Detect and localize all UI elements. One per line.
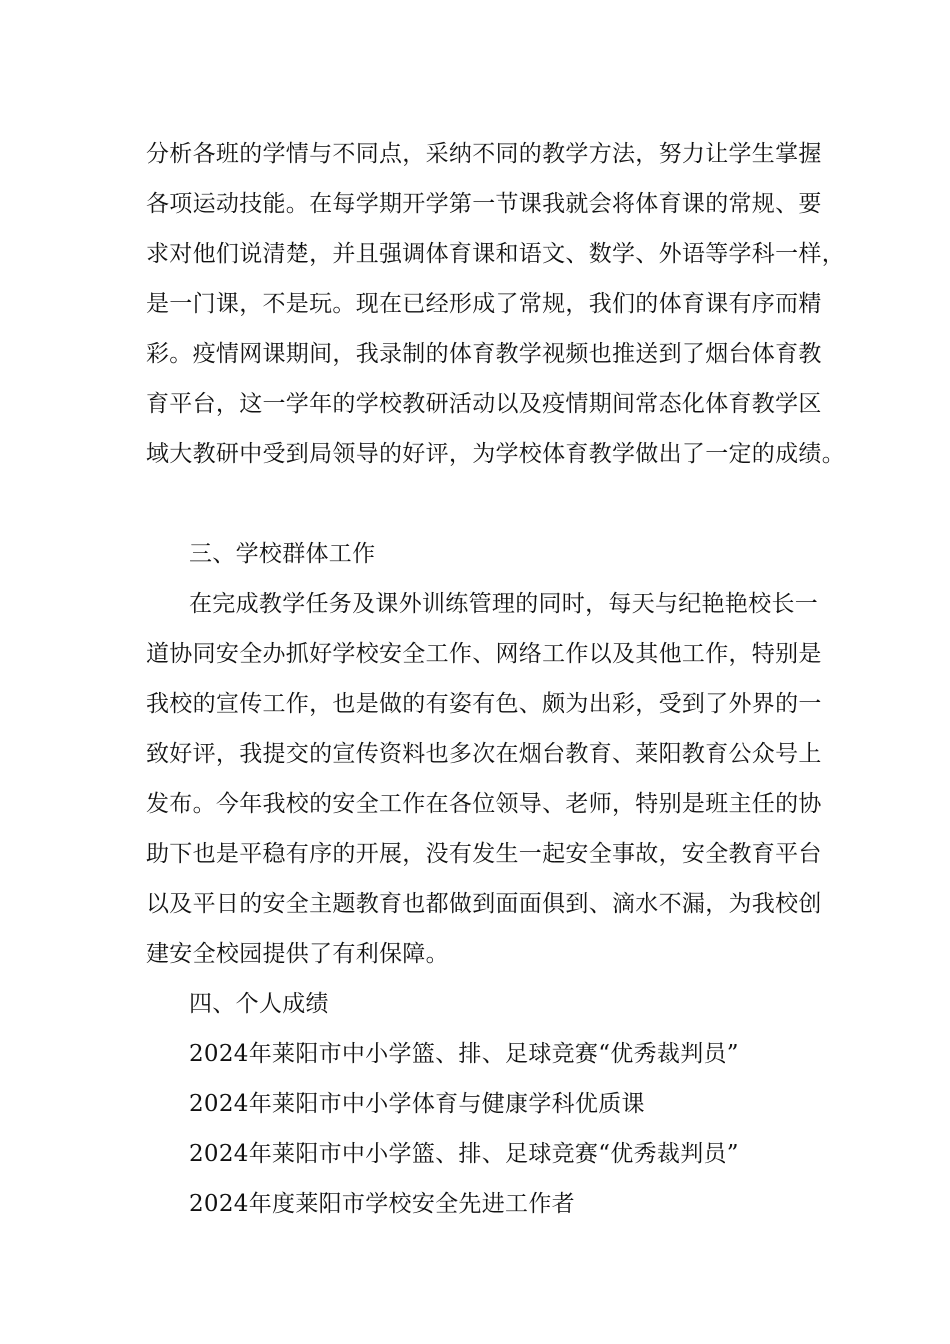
paragraph-line: 以及平日的安全主题教育也都做到面面俱到、滴水不漏，为我校创 [146,891,822,917]
paragraph-line: 发布。今年我校的安全工作在各位领导、老师，特别是班主任的协 [146,791,822,817]
paragraph-line: 彩。疫情网课期间，我录制的体育教学视频也推送到了烟台体育教 [146,341,822,367]
paragraph-line: 域大教研中受到局领导的好评，为学校体育教学做出了一定的成绩。 [146,441,845,467]
paragraph-line: 建安全校园提供了有利保障。 [146,941,449,967]
paragraph-line: 求对他们说清楚，并且强调体育课和语文、数学、外语等学科一样， [146,241,845,267]
paragraph-line: 助下也是平稳有序的开展，没有发生一起安全事故，安全教育平台 [146,841,822,867]
paragraph-line: 分析各班的学情与不同点，采纳不同的教学方法，努力让学生掌握 [146,141,822,167]
paragraph-line: 我校的宣传工作，也是做的有姿有色、颇为出彩，受到了外界的一 [146,691,822,717]
paragraph-line: 各项运动技能。在每学期开学第一节课我就会将体育课的常规、要 [146,191,822,217]
section-heading: 三、学校群体工作 [189,541,376,567]
paragraph-line: 致好评，我提交的宣传资料也多次在烟台教育、莱阳教育公众号上 [146,741,822,767]
paragraph-line: 道协同安全办抓好学校安全工作、网络工作以及其他工作，特别是 [146,641,822,667]
section-heading: 四、个人成绩 [189,991,329,1017]
achievement-item: 2024年莱阳市中小学篮、排、足球竞赛“优秀裁判员” [189,1141,739,1167]
achievement-item: 2024年莱阳市中小学体育与健康学科优质课 [189,1091,645,1117]
paragraph-line: 是一门课，不是玩。现在已经形成了常规，我们的体育课有序而精 [146,291,822,317]
achievement-item: 2024年度莱阳市学校安全先进工作者 [189,1191,575,1217]
achievement-item: 2024年莱阳市中小学篮、排、足球竞赛“优秀裁判员” [189,1041,739,1067]
paragraph-line: 育平台，这一学年的学校教研活动以及疫情期间常态化体育教学区 [146,391,822,417]
paragraph-line: 在完成教学任务及课外训练管理的同时，每天与纪艳艳校长一 [189,591,819,617]
